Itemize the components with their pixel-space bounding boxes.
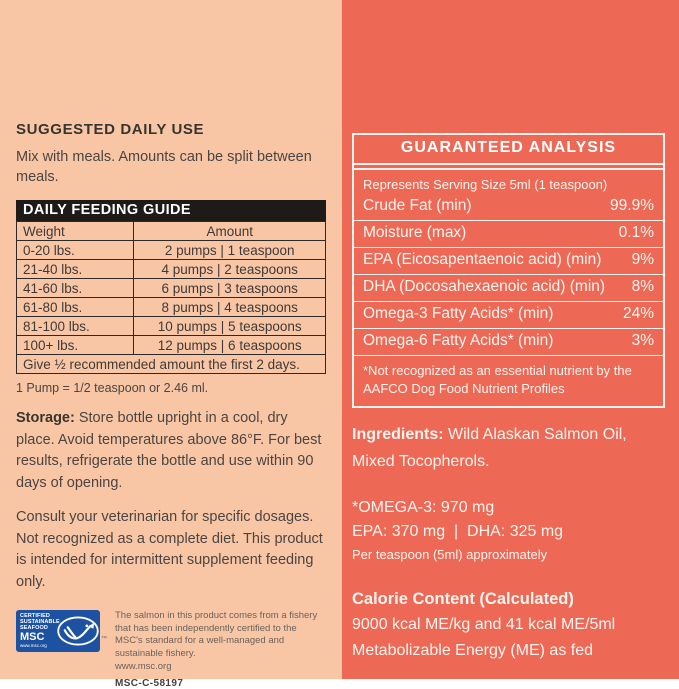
feeding-guide-table — [16, 221, 326, 374]
suggested-daily-use-intro: Mix with meals. Amounts can be split between meals. — [16, 149, 312, 185]
calorie-content-block — [352, 586, 665, 664]
analysis-label: Omega-6 Fatty Acids* (min) — [363, 332, 554, 349]
daily-feeding-guide — [16, 200, 326, 374]
guaranteed-analysis-box — [352, 133, 665, 408]
msc-certification-block — [16, 610, 326, 689]
msc-text-block — [115, 610, 326, 689]
analysis-label: Crude Fat (min) — [363, 197, 472, 214]
feeding-guide-footer-note: Give ½ recommended amount the first 2 days. — [17, 355, 326, 374]
serving-size-note: Represents Serving Size 5ml (1 teaspoon) — [363, 177, 608, 192]
amount-cell: 2 pumps | 1 teaspoon — [134, 241, 326, 260]
guaranteed-analysis-title: GUARANTEED ANALYSIS — [354, 135, 663, 165]
msc-logo-url: www.msc.org — [20, 643, 47, 648]
suggested-daily-use-title: SUGGESTED DAILY USE — [16, 121, 205, 138]
table-row — [17, 336, 326, 355]
analysis-row — [354, 302, 663, 329]
feeding-guide-footer-row — [17, 355, 326, 374]
analysis-row — [354, 329, 663, 356]
storage-label: Storage: — [16, 410, 75, 426]
amount-cell: 10 pumps | 5 teaspoons — [134, 317, 326, 336]
msc-logo — [16, 610, 100, 652]
right-panel — [342, 0, 679, 679]
amount-cell: 8 pumps | 4 teaspoons — [134, 298, 326, 317]
amount-cell: 6 pumps | 3 teaspoons — [134, 279, 326, 298]
msc-cert-line: SEAFOOD — [20, 625, 48, 631]
msc-trademark-symbol: ™ — [101, 636, 107, 642]
msc-logo-text — [20, 613, 60, 649]
weight-cell: 21-40 lbs. — [17, 260, 134, 279]
analysis-label: DHA (Docosahexaenoic acid) (min) — [363, 278, 606, 295]
table-row — [17, 279, 326, 298]
aafco-footnote: *Not recognized as an essential nutrient by the AAFCO Dog Food Nutrient Profiles — [363, 363, 632, 396]
column-header-weight: Weight — [17, 222, 134, 241]
msc-description: The salmon in this product comes from a fishery that has been independently certified to the MSC's standard for a well-managed and sustainable fishery. — [115, 610, 318, 659]
analysis-label: Moisture (max) — [363, 224, 467, 241]
msc-fish-checkmark-icon — [56, 614, 100, 648]
table-row — [17, 241, 326, 260]
analysis-value: 0.1% — [618, 224, 654, 241]
weight-cell: 0-20 lbs. — [17, 241, 134, 260]
per-teaspoon-note: Per teaspoon (5ml) approximately — [352, 547, 548, 562]
msc-cert-line: SUSTAINABLE — [20, 619, 60, 625]
msc-brand: MSC — [20, 631, 45, 643]
analysis-value: 3% — [631, 332, 654, 349]
analysis-label: EPA (Eicosapentaenoic acid) (min) — [363, 251, 602, 268]
analysis-row — [354, 221, 663, 248]
amount-cell: 4 pumps | 2 teaspoons — [134, 260, 326, 279]
analysis-row — [354, 248, 663, 275]
ingredients-label: Ingredients: — [352, 426, 444, 443]
msc-url: www.msc.org — [115, 661, 172, 672]
msc-certificate-code: MSC-C-58197 — [115, 677, 184, 689]
analysis-row — [354, 194, 663, 221]
calorie-content-values: 9000 kcal ME/kg and 41 kcal ME/5ml — [352, 616, 616, 633]
pump-conversion-note: 1 Pump = 1/2 teaspoon or 2.46 ml. — [16, 381, 209, 395]
epa-dha-amounts: EPA: 370 mg | DHA: 325 mg — [352, 523, 564, 540]
feeding-guide-header-row — [17, 222, 326, 241]
storage-paragraph — [16, 408, 326, 494]
omega3-amount: *OMEGA-3: 970 mg — [352, 499, 495, 516]
analysis-value: 99.9% — [610, 197, 654, 214]
analysis-value: 8% — [631, 278, 654, 295]
weight-cell: 41-60 lbs. — [17, 279, 134, 298]
analysis-label: Omega-3 Fatty Acids* (min) — [363, 305, 554, 322]
analysis-value: 9% — [631, 251, 654, 268]
calorie-content-title: Calorie Content (Calculated) — [352, 590, 574, 608]
msc-cert-line: CERTIFIED — [20, 613, 50, 619]
table-row — [17, 298, 326, 317]
omega-summary-block — [352, 496, 665, 562]
weight-cell: 81-100 lbs. — [17, 317, 134, 336]
weight-cell: 100+ lbs. — [17, 336, 134, 355]
amount-cell: 12 pumps | 6 teaspoons — [134, 336, 326, 355]
ingredients-paragraph — [352, 421, 665, 475]
weight-cell: 61-80 lbs. — [17, 298, 134, 317]
column-header-amount: Amount — [134, 222, 326, 241]
table-row — [17, 317, 326, 336]
consult-paragraph: Consult your veterinarian for specific dosages. Not recognized as a complete diet. This product is intended for intermittent supplement feeding only. — [16, 509, 323, 590]
analysis-value: 24% — [622, 305, 654, 322]
ingredients-text: Wild Alaskan Salmon Oil, Mixed Tocopherols. — [352, 426, 627, 470]
analysis-row — [354, 275, 663, 302]
storage-text: Store bottle upright in a cool, dry place. Avoid temperatures above 86°F. For best results, refrigerate the bottle and use within 90 days of opening. — [16, 410, 322, 491]
guaranteed-analysis-body — [354, 168, 663, 406]
feeding-guide-title: DAILY FEEDING GUIDE — [16, 200, 326, 221]
metabolizable-energy-note: Metabolizable Energy (ME) as fed — [352, 642, 593, 659]
table-row — [17, 260, 326, 279]
